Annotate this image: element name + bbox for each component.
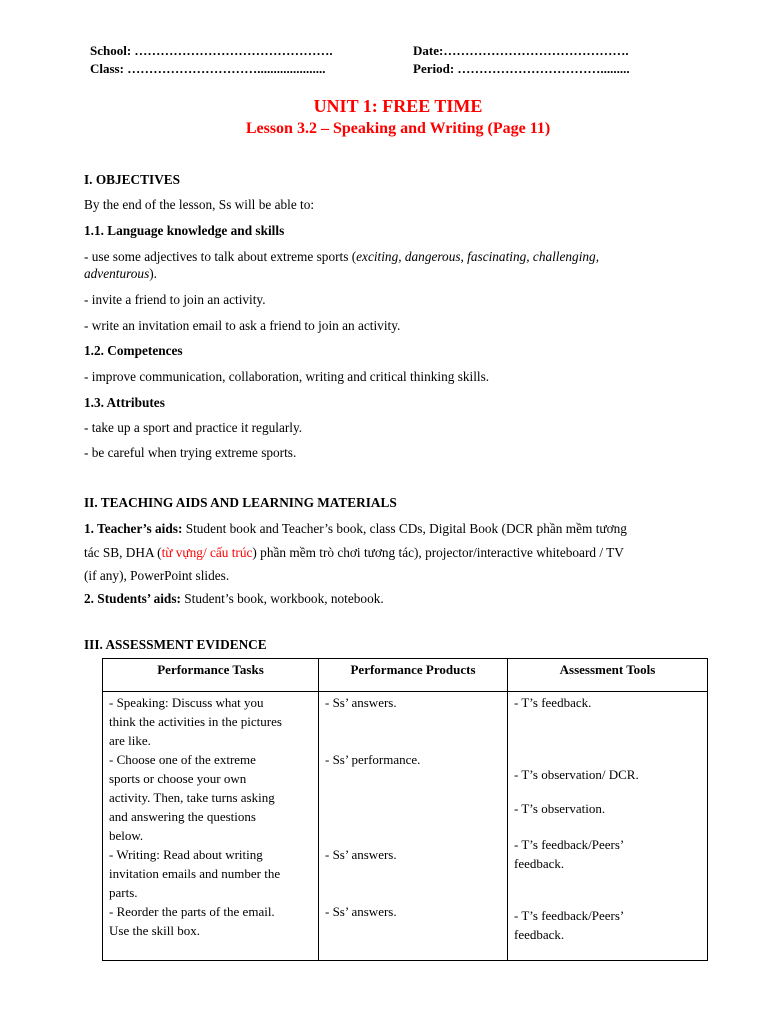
table-row bbox=[103, 692, 708, 961]
product-1: - Ss’ answers. bbox=[325, 695, 397, 710]
students-aids-label: 2. Students’ aids: bbox=[84, 591, 181, 606]
tool-5: - T’s feedback/Peers’ feedback. bbox=[514, 908, 625, 942]
assessment-table bbox=[102, 658, 708, 961]
aids-heading: II. TEACHING AIDS AND LEARNING MATERIALS bbox=[84, 495, 397, 510]
students-aids-text: Student’s book, workbook, notebook. bbox=[180, 591, 384, 606]
language-item-1-adjective-last: adventurous bbox=[84, 266, 150, 281]
tool-4: - T’s feedback/Peers’ feedback. bbox=[514, 837, 625, 871]
table-header-row bbox=[103, 659, 708, 692]
attributes-item-2: - be careful when trying extreme sports. bbox=[84, 445, 297, 460]
competences-item-1: - improve communication, collaboration, writing and critical thinking skills. bbox=[84, 369, 490, 384]
language-item-1-prefix: - use some adjectives to talk about extreme sports ( bbox=[84, 249, 357, 264]
teacher-aids-text-1: Student book and Teacher’s book, class CDs, Digital Book (DCR phần mềm tương bbox=[182, 521, 627, 536]
students-aids-line bbox=[84, 591, 384, 607]
tools-cell bbox=[508, 692, 708, 961]
attributes-item-1: - take up a sport and practice it regularly. bbox=[84, 420, 303, 435]
teacher-aids-line-1 bbox=[84, 521, 627, 537]
language-item-1-suffix: ). bbox=[149, 266, 158, 281]
tool-1: - T’s feedback. bbox=[514, 695, 592, 710]
teacher-aids-text-2a: tác SB, DHA ( bbox=[84, 545, 162, 560]
teacher-aids-line-3: (if any), PowerPoint slides. bbox=[84, 568, 230, 583]
column-header-tasks: Performance Tasks bbox=[103, 659, 319, 692]
tool-2: - T’s observation/ DCR. bbox=[514, 767, 639, 782]
teacher-aids-label: 1. Teacher’s aids: bbox=[84, 521, 183, 536]
competences-heading: 1.2. Competences bbox=[84, 343, 183, 358]
teacher-aids-vocab-structure: từ vựng/ cấu trúc bbox=[161, 545, 253, 560]
class-field: Class: …………………………..................... bbox=[90, 61, 326, 76]
products-cell bbox=[319, 692, 508, 961]
language-item-1-adjectives: exciting, dangerous, fascinating, challenging, bbox=[356, 249, 600, 264]
product-4: - Ss’ answers. bbox=[325, 904, 397, 919]
task-speaking: - Speaking: Discuss what you think the activities in the pictures are like. bbox=[109, 695, 282, 748]
assessment-heading: III. ASSESSMENT EVIDENCE bbox=[84, 637, 267, 652]
teacher-aids-line-2 bbox=[84, 545, 624, 561]
task-reorder: - Reorder the parts of the email. Use the skill box. bbox=[109, 904, 275, 938]
task-choose-sport: - Choose one of the extreme sports or choose your own activity. Then, take turns asking and answering the questions below. bbox=[109, 752, 275, 843]
school-field: School: ………………………………………. bbox=[90, 43, 333, 58]
language-item-1 bbox=[84, 249, 599, 265]
column-header-products: Performance Products bbox=[319, 659, 508, 692]
language-item-3: - write an invitation email to ask a friend to join an activity. bbox=[84, 318, 401, 333]
unit-title: UNIT 1: FREE TIME bbox=[313, 96, 483, 116]
language-item-2: - invite a friend to join an activity. bbox=[84, 292, 266, 307]
task-writing: - Writing: Read about writing invitation emails and number the parts. bbox=[109, 847, 281, 900]
language-heading: 1.1. Language knowledge and skills bbox=[84, 223, 285, 238]
objectives-heading: I. OBJECTIVES bbox=[84, 172, 181, 187]
tool-3: - T’s observation. bbox=[514, 801, 606, 816]
attributes-heading: 1.3. Attributes bbox=[84, 395, 165, 410]
period-field: Period: ……………………………......... bbox=[413, 61, 630, 76]
product-3: - Ss’ answers. bbox=[325, 847, 397, 862]
column-header-tools: Assessment Tools bbox=[508, 659, 708, 692]
language-item-1-cont bbox=[84, 266, 157, 282]
objectives-intro: By the end of the lesson, Ss will be able to: bbox=[84, 197, 315, 212]
tasks-cell bbox=[103, 692, 319, 961]
lesson-title: Lesson 3.2 – Speaking and Writing (Page 11) bbox=[245, 120, 551, 137]
teacher-aids-text-2b: ) phần mềm trò chơi tương tác), projector/interactive whiteboard / TV bbox=[252, 545, 624, 560]
product-2: - Ss’ performance. bbox=[325, 752, 421, 767]
date-field: Date:……………………………………. bbox=[413, 43, 629, 58]
